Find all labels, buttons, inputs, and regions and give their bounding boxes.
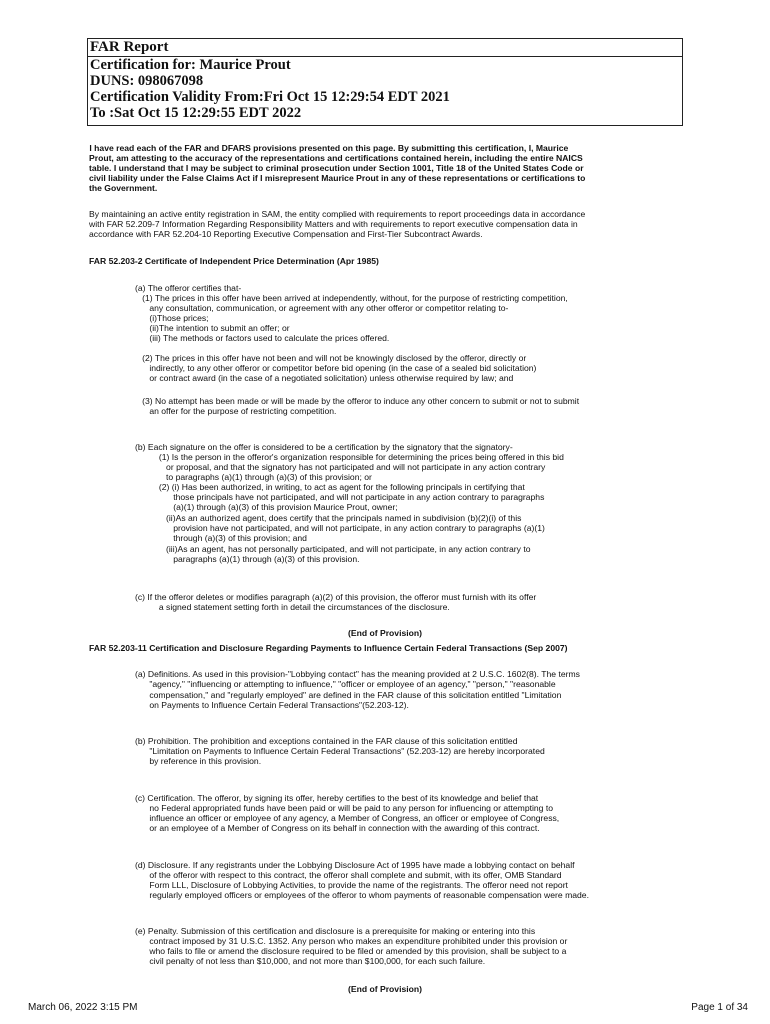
provision-line: a signed statement setting forth in detail the circumstances of the disclosure. (135, 602, 450, 612)
provision-line: to paragraphs (a)(1) through (a)(3) of this provision; or (135, 472, 372, 482)
provision-line: on Payments to Influence Certain Federal Transactions"(52.203-12). (135, 700, 409, 710)
provision-line: paragraphs (a)(1) through (a)(3) of this provision. (135, 554, 360, 564)
provision-line: (a) Definitions. As used in this provision-"Lobbying contact" has the meaning provided at 2 U.S.C. 1602(8). The terms (135, 669, 580, 679)
provision-line: (2) (i) Has been authorized, in writing, to act as agent for the following principals in certifying that (135, 482, 525, 492)
attestation-line: the Government. (89, 183, 158, 193)
provision-line: (a) The offeror certifies that- (135, 283, 242, 293)
provision-line: indirectly, to any other offeror or competitor before bid opening (in the case of a sealed bid solicitation) (135, 363, 537, 373)
footer-date: March 06, 2022 3:15 PM (28, 1002, 138, 1013)
provision-line: compensation," and "regularly employed" are defined in the FAR clause of this solicitation entitled "Limitation (135, 690, 562, 700)
provision-line: no Federal appropriated funds have been paid or will be paid to any person for influencing or attempting to (135, 803, 554, 813)
provision-line: (e) Penalty. Submission of this certification and disclosure is a prerequisite for making or entering into this (135, 926, 536, 936)
provision-line: (3) No attempt has been made or will be made by the offeror to induce any other concern to submit or not to submit (135, 396, 580, 406)
provision-line: or contract award (in the case of a negotiated solicitation) unless otherwise required by law; and (135, 373, 514, 383)
provision-line: or proposal, and that the signatory has not participated and will not participate in any action contrary (135, 462, 546, 472)
provision-line: regularly employed officers or employees of the offeror to whom payments of reasonable compensation were made. (135, 890, 589, 900)
attestation-line: Prout, am attesting to the accuracy of the representations and certifications contained herein, including the entire NAICS (89, 153, 583, 163)
duns-number: DUNS: 098067098 (90, 73, 204, 89)
section-heading: FAR 52.203-2 Certificate of Independent Price Determination (Apr 1985) (89, 256, 379, 266)
certification-for: Certification for: Maurice Prout (90, 57, 291, 73)
sam-paragraph-line: with FAR 52.209-7 Information Regarding Responsibility Matters and with requirements to report executive compensation data in (89, 219, 578, 229)
provision-line: those principals have not participated, and will not participate in any action contrary to paragraphs (135, 492, 545, 502)
provision-line: any consultation, communication, or agreement with any other offeror or competitor relating to- (135, 303, 509, 313)
provision-line: (2) The prices in this offer have not been and will not be knowingly disclosed by the offeror, directly or (135, 353, 527, 363)
provision-line: (d) Disclosure. If any registrants under the Lobbying Disclosure Act of 1995 have made a lobbying contact on behalf (135, 860, 575, 870)
provision-line: (ii)The intention to submit an offer; or (135, 323, 290, 333)
provision-line: (b) Prohibition. The prohibition and exceptions contained in the FAR clause of this solicitation entitled (135, 736, 518, 746)
provision-line: Form LLL, Disclosure of Lobbying Activities, to provide the name of the registrants. The offeror need not report (135, 880, 568, 890)
provision-line: an offer for the purpose of restricting competition. (135, 406, 337, 416)
provision-line: "Limitation on Payments to Influence Certain Federal Transactions" (52.203-12) are hereby incorporated (135, 746, 545, 756)
attestation-line: table. I understand that I may be subject to criminal prosecution under Section 1001, Title 18 of the United States Code or (89, 163, 584, 173)
validity-from: Certification Validity From:Fri Oct 15 12:29:54 EDT 2021 (90, 89, 450, 105)
provision-line: (1) The prices in this offer have been arrived at independently, without, for the purpose of restricting competition, (135, 293, 568, 303)
provision-line: (1) Is the person in the offeror's organization responsible for determining the prices being offered in this bid (135, 452, 564, 462)
provision-line: influence an officer or employee of any agency, a Member of Congress, an officer or employee of Congress, (135, 813, 560, 823)
provision-line: (ii)As an authorized agent, does certify that the principals named in subdivision (b)(2)(i) of this (135, 513, 522, 523)
sam-paragraph-line: By maintaining an active entity registration in SAM, the entity complied with requirements to report proceedings data in accordance (89, 209, 586, 219)
provision-line: "agency," "influencing or attempting to influence," "officer or employee of an agency," "person," "reasonable (135, 679, 556, 689)
provision-line: (i)Those prices; (135, 313, 209, 323)
provision-line: civil penalty of not less than $10,000, and not more than $100,000, for each such failure. (135, 956, 486, 966)
provision-line: (b) Each signature on the offer is considered to be a certification by the signatory that the signatory- (135, 442, 513, 452)
section-heading: FAR 52.203-11 Certification and Disclosure Regarding Payments to Influence Certain Federal Transactions (Sep 2007) (89, 643, 568, 653)
provision-line: (iii)As an agent, has not personally participated, and will not participate, in any action contrary to (135, 544, 531, 554)
provision-line: through (a)(3) of this provision; and (135, 533, 307, 543)
provision-line: (a)(1) through (a)(3) of this provision Maurice Prout, owner; (135, 502, 398, 512)
report-header (87, 38, 683, 126)
provision-line: or an employee of a Member of Congress on its behalf in connection with the awarding of this contract. (135, 823, 540, 833)
provision-line: (iii) The methods or factors used to calculate the prices offered. (135, 333, 390, 343)
provision-line: contract imposed by 31 U.S.C. 1352. Any person who makes an expenditure prohibited under this provision or (135, 936, 568, 946)
provision-line: who fails to file or amend the disclosure required to be filed or amended by this provision, shall be subject to a (135, 946, 567, 956)
provision-line: (c) Certification. The offeror, by signing its offer, hereby certifies to the best of its knowledge and belief that (135, 793, 539, 803)
provision-line: provision have not participated, and will not participate, in any action contrary to paragraphs (a)(1) (135, 523, 545, 533)
attestation-line: I have read each of the FAR and DFARS provisions presented on this page. By submitting this certification, I, Maurice (87, 143, 569, 153)
provision-line: of the offeror with respect to this contract, the offeror shall complete and submit, with its offer, OMB Standard (135, 870, 562, 880)
report-title: FAR Report (88, 39, 682, 57)
validity-to: To :Sat Oct 15 12:29:55 EDT 2022 (90, 105, 302, 121)
end-of-provision: (End of Provision) (348, 628, 422, 638)
provision-line: by reference in this provision. (135, 756, 262, 766)
attestation-line: civil liability under the False Claims Act if I misrepresent Maurice Prout in any of these representations or certifications to (89, 173, 586, 183)
end-of-provision: (End of Provision) (348, 984, 422, 994)
sam-paragraph-line: accordance with FAR 52.204-10 Reporting Executive Compensation and First-Tier Subcontract Awards. (89, 229, 483, 239)
footer-page-number: Page 1 of 34 (691, 1002, 748, 1013)
provision-line: (c) If the offeror deletes or modifies paragraph (a)(2) of this provision, the offeror must furnish with its offer (135, 592, 537, 602)
